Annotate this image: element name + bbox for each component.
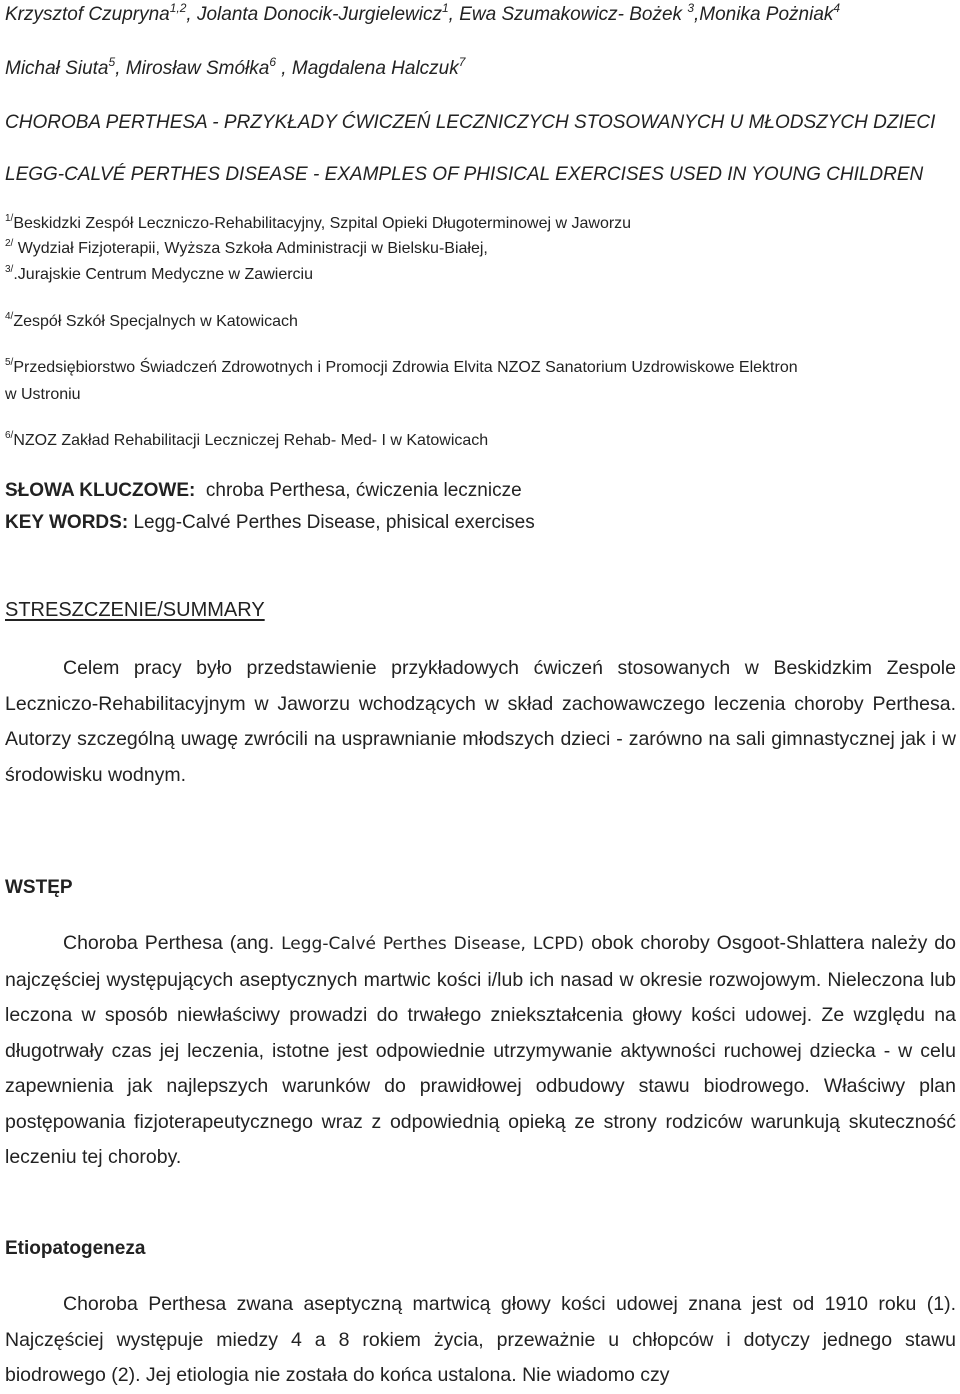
- affiliation-5-continued: w Ustroniu: [5, 386, 81, 403]
- title-polish: CHOROBA PERTHESA - PRZYKŁADY ĆWICZEŃ LECZNICZYCH STOSOWANYCH U MŁODSZYCH DZIECI: [5, 112, 936, 133]
- affiliation-text: NZOZ Zakład Rehabilitacji Leczniczej Rehab- Med- I w Katowicach: [13, 432, 489, 449]
- affiliation-1: [5, 215, 631, 233]
- author-name: , Jolanta Donocik-Jurgielewicz: [186, 4, 442, 25]
- author-affiliation-marker: 1,2: [169, 1, 187, 15]
- affiliation-2: [5, 240, 488, 258]
- summary-heading: STRESZCZENIE/SUMMARY: [5, 599, 265, 621]
- keywords-polish: [5, 480, 522, 502]
- affiliation-text: .Jurajskie Centrum Medyczne w Zawierciu: [13, 266, 313, 283]
- keywords-value: Legg-Calvé Perthes Disease, phisical exercises: [128, 512, 535, 533]
- author-affiliation-marker: 4: [833, 1, 841, 15]
- affiliation-marker: 5/: [5, 357, 14, 368]
- etiopathogenesis-heading: Etiopatogeneza: [5, 1238, 146, 1259]
- affiliation-marker: 4/: [5, 311, 14, 322]
- authors-line-2: [5, 55, 466, 80]
- title-english: LEGG-CALVÉ PERTHES DISEASE - EXAMPLES OF PHISICAL EXERCISES USED IN YOUNG CHILDREN: [5, 164, 924, 185]
- author-affiliation-marker: 7: [458, 55, 466, 69]
- affiliation-marker: 2/: [5, 238, 14, 249]
- affiliation-marker: 3/: [5, 264, 14, 275]
- affiliation-6: [5, 432, 488, 450]
- affiliation-marker: 1/: [5, 213, 14, 224]
- intro-text-start: Choroba Perthesa (ang.: [63, 932, 282, 954]
- affiliation-3: [5, 266, 313, 284]
- keywords-label: KEY WORDS:: [5, 512, 129, 533]
- affiliation-text: Przedsiębiorstwo Świadczeń Zdrowotnych i Promocji Zdrowia Elvita NZOZ Sanatorium Uzdrowiskowe Elektron: [13, 359, 798, 376]
- author-name: Michał Siuta: [5, 58, 109, 79]
- affiliation-5: [5, 359, 798, 377]
- affiliation-text: Beskidzki Zespół Leczniczo-Rehabilitacyjny, Szpital Opieki Długoterminowej w Jaworzu: [13, 215, 632, 232]
- author-affiliation-marker: 6: [269, 55, 277, 69]
- summary-paragraph: [5, 651, 956, 793]
- author-affiliation-marker: 5: [108, 55, 116, 69]
- affiliation-marker: 6/: [5, 430, 14, 441]
- keywords-value: chroba Perthesa, ćwiczenia lecznicze: [195, 480, 522, 501]
- intro-heading: WSTĘP: [5, 877, 73, 898]
- author-name: ,Monika Pożniak: [694, 4, 834, 25]
- author-name: , Magdalena Halczuk: [276, 58, 459, 79]
- intro-paragraph: [5, 926, 956, 1176]
- keywords-english: [5, 512, 535, 534]
- affiliation-text: Wydział Fizjoterapii, Wyższa Szkoła Administracji w Bielsku-Białej,: [13, 240, 488, 257]
- author-name: Krzysztof Czupryna: [5, 4, 170, 25]
- author-affiliation-marker: 3: [687, 1, 694, 15]
- author-name: , Ewa Szumakowicz- Bożek: [448, 4, 688, 25]
- author-affiliation-marker: 1: [441, 1, 449, 15]
- affiliation-text: Zespół Szkół Specjalnych w Katowicach: [13, 313, 298, 330]
- intro-text-rest: obok choroby Osgoot-Shlattera należy do najczęściej występujących aseptycznych martwic kości i/lub ich nasad w okresie rozwojowym. Nieleczona lub leczona w sposób niewłaściwy prowadzi do trwałego zniekształcenia głowy kości udowej. Ze względu na długotrwały czas jej leczenia, istotne jest odpowiednie utrzymywanie aktywności ruchowej dziecka - w celu zapewnienia jak najlepszych warunków do prawidłowej odbudowy stawu biodrowego. Właściwy plan postępowania fizjoterapeutycznego wraz z odpowiednią opieką ze strony rodziców warunkują skuteczność leczeniu tej choroby.: [5, 932, 956, 1168]
- authors-line-1: [5, 1, 841, 26]
- etiopathogenesis-text: Choroba Perthesa zwana aseptyczną martwicą głowy kości udowej znana jest od 1910 roku (1). Najczęściej występuje miedzy 4 a 8 rokiem życia, przeważnie u chłopców i dotyczy jednego stawu biodrowego (2). Jej etiologia nie została do końca ustalona. Nie wiadomo czy: [5, 1293, 956, 1386]
- affiliation-4: [5, 313, 298, 331]
- keywords-label: SŁOWA KLUCZOWE:: [5, 480, 196, 501]
- etiopathogenesis-paragraph: [5, 1287, 956, 1394]
- author-name: , Mirosław Smółka: [115, 58, 270, 79]
- summary-text: Celem pracy było przedstawienie przykładowych ćwiczeń stosowanych w Beskidzkim Zespole Leczniczo-Rehabilitacyjnym w Jaworzu wchodzących w skład zachowawczego leczenia choroby Perthesa. Autorzy szczególną uwagę zwrócili na usprawnianie młodszych dzieci - zarówno na sali gimnastycznej jak i w środowisku wodnym.: [5, 657, 956, 786]
- intro-term-english: Legg-Calvé Perthes Disease, LCPD): [281, 934, 585, 954]
